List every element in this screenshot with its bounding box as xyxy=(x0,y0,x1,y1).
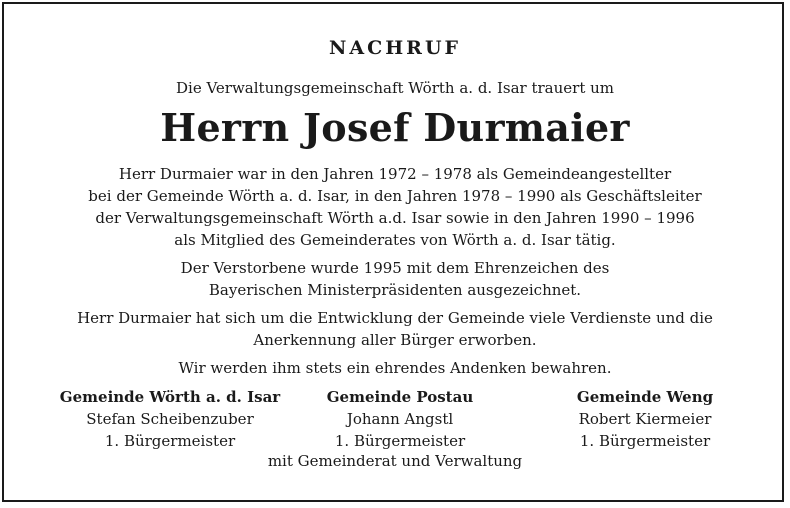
body-line: Anerkennung aller Bürger erworben. xyxy=(253,331,537,349)
notice-footer: mit Gemeinderat und Verwaltung xyxy=(267,452,523,470)
paragraph-honor xyxy=(20,257,770,301)
paragraph-remembrance xyxy=(20,357,770,379)
signer-weng xyxy=(530,386,760,452)
notice-body xyxy=(20,163,770,385)
body-line: Der Verstorbene wurde 1995 mit dem Ehrenzeichen des xyxy=(180,259,610,277)
body-line: Bayerischen Ministerpräsidenten ausgezeichnet. xyxy=(208,281,582,299)
signer-org: Gemeinde Postau xyxy=(326,388,474,406)
signer-person: Robert Kiermeier xyxy=(578,410,712,428)
signatories xyxy=(20,386,770,452)
signer-title: 1. Bürgermeister xyxy=(104,432,236,450)
body-line: Herr Durmaier hat sich um die Entwicklung der Gemeinde viele Verdienste und die xyxy=(77,309,713,327)
signer-postau xyxy=(300,386,500,452)
body-line: als Mitglied des Gemeinderates von Wörth a. d. Isar tätig. xyxy=(174,231,616,249)
body-line: bei der Gemeinde Wörth a. d. Isar, in den Jahren 1978 – 1990 als Geschäftsleiter xyxy=(88,187,702,205)
signer-title: 1. Bürgermeister xyxy=(334,432,466,450)
paragraph-career xyxy=(20,163,770,251)
signer-org: Gemeinde Wörth a. d. Isar xyxy=(59,388,281,406)
deceased-name: Herrn Josef Durmaier xyxy=(160,105,630,150)
body-line: Herr Durmaier war in den Jahren 1972 – 1978 als Gemeindeangestellter xyxy=(118,165,672,183)
body-line: der Verwaltungsgemeinschaft Wörth a.d. Isar sowie in den Jahren 1990 – 1996 xyxy=(95,209,695,227)
signer-title: 1. Bürgermeister xyxy=(579,432,711,450)
signer-person: Johann Angstl xyxy=(346,410,454,428)
paragraph-merits xyxy=(20,307,770,351)
signer-woerth xyxy=(20,386,320,452)
notice-heading: NACHRUF xyxy=(328,37,462,59)
body-line: Wir werden ihm stets ein ehrendes Andenken bewahren. xyxy=(178,359,612,377)
signer-org: Gemeinde Weng xyxy=(576,388,714,406)
signer-person: Stefan Scheibenzuber xyxy=(86,410,254,428)
notice-intro: Die Verwaltungsgemeinschaft Wörth a. d. Isar trauert um xyxy=(176,79,614,97)
